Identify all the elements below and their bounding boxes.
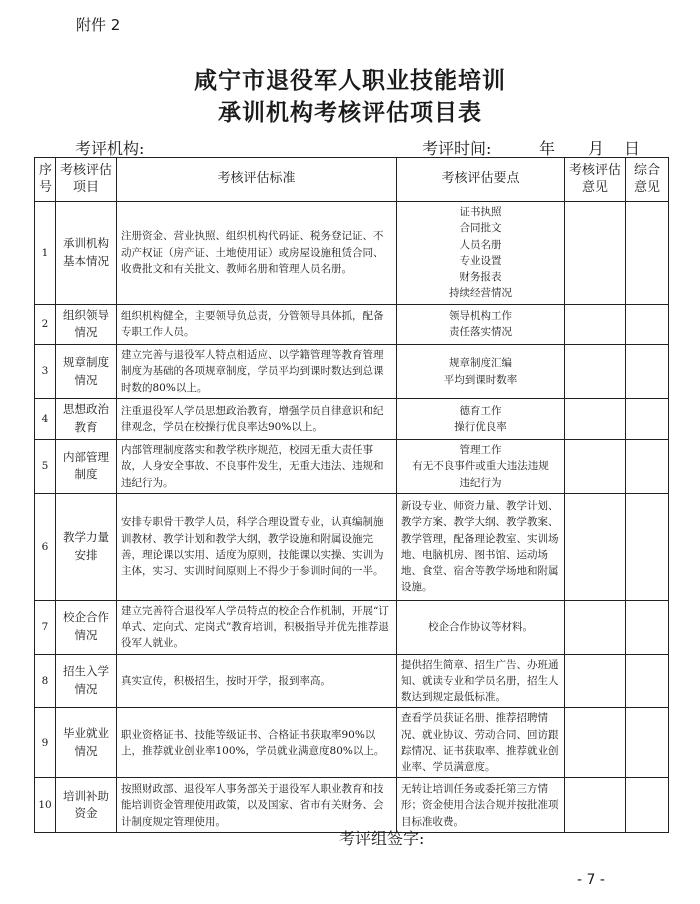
header-item: 考核评估项目 (56, 158, 117, 202)
row-number: 3 (35, 345, 56, 399)
point-line: 德育工作 (459, 404, 502, 417)
row-overall-cell (626, 399, 669, 440)
point-line: 无转让培训任务或委托第三方情形；资金使用合法合规并按批准项目标准收费。 (401, 783, 559, 828)
row-points (397, 600, 565, 654)
table-row (35, 493, 669, 600)
row-overall-cell (626, 708, 669, 778)
table-row (35, 399, 669, 440)
point-line: 专业设置 (459, 254, 502, 267)
document-title-line1: 咸宁市退役军人职业技能培训 (194, 67, 506, 94)
row-points (397, 654, 565, 708)
header-no: 序号 (35, 158, 56, 202)
year-label: 年 (539, 139, 556, 158)
row-overall-cell (626, 304, 669, 345)
row-opinion-cell (565, 304, 626, 345)
table-row (35, 440, 669, 494)
row-number: 5 (35, 440, 56, 494)
point-line: 领导机构工作 (449, 310, 512, 323)
point-line: 责任落实情况 (449, 326, 512, 339)
row-opinion-cell (565, 399, 626, 440)
point-line: 查看学员获证名册、推荐招聘情况、就业协议、劳动合同、回访跟踪情况、证书获取率、推荐就业创业率、学员满意度。 (401, 712, 559, 774)
table-header-row (35, 158, 669, 202)
row-number: 4 (35, 399, 56, 440)
row-points (397, 493, 565, 600)
row-standard: 安排专职骨干教学人员，科学合理设置专业，认真编制施训教材、教学计划和教学大纲，教学设施和附属设施完善，理论课以实用、适度为原则，技能课以实操、实训为主体，实习、实训时间原则上不得少于参训时间的一半。 (117, 493, 397, 600)
row-overall-cell (626, 493, 669, 600)
row-opinion-cell (565, 778, 626, 833)
row-item: 毕业就业情况 (56, 708, 117, 778)
row-overall-cell (626, 778, 669, 833)
point-line: 新设专业、师资力量、教学计划、教学方案、教学大纲、教学教案、教学管理，配备理论教室、实训场地、电脑机房、图书馆、运动场地、食堂、宿舍等教学场地和附属设施。 (401, 500, 559, 594)
row-opinion-cell (565, 600, 626, 654)
point-line: 操行优良率 (454, 421, 507, 434)
row-overall-cell (626, 600, 669, 654)
row-overall-cell (626, 440, 669, 494)
row-number: 1 (35, 202, 56, 305)
row-overall-cell (626, 202, 669, 305)
point-line: 管理工作 (459, 444, 502, 457)
row-overall-cell (626, 345, 669, 399)
row-opinion-cell (565, 345, 626, 399)
row-item: 组织领导情况 (56, 304, 117, 345)
point-line: 财务报表 (459, 271, 502, 284)
point-line: 持续经营情况 (449, 287, 512, 300)
row-opinion-cell (565, 493, 626, 600)
row-number: 10 (35, 778, 56, 833)
row-standard: 组织机构健全，主要领导负总责，分管领导具体抓，配备专职工作人员。 (117, 304, 397, 345)
row-standard: 注重退役军人学员思想政治教育，增强学员自律意识和纪律观念，学员在校操行优良率达90%以上。 (117, 399, 397, 440)
point-line: 平均到课时数率 (443, 373, 518, 386)
row-overall-cell (626, 654, 669, 708)
row-item: 教学力量安排 (56, 493, 117, 600)
table-row (35, 654, 669, 708)
row-standard: 按照财政部、退役军人事务部关于退役军人职业教育和技能培训资金管理使用政策，以及国家、省市有关财务、会计制度规定管理使用。 (117, 778, 397, 833)
point-line: 违纪行为 (459, 476, 502, 489)
row-item: 培训补助资金 (56, 778, 117, 833)
row-opinion-cell (565, 440, 626, 494)
table-row (35, 304, 669, 345)
row-points (397, 202, 565, 305)
row-standard: 职业资格证书、技能等级证书、合格证书获取率90%以上，推荐就业创业率100%，学员就业满意度80%以上。 (117, 708, 397, 778)
point-line: 证书执照 (459, 206, 502, 218)
row-number: 9 (35, 708, 56, 778)
evaluation-org-label: 考评机构: (75, 139, 145, 158)
row-number: 6 (35, 493, 56, 600)
row-standard: 建立完善与退役军人特点相适应、以学籍管理等教育管理制度为基础的各项规章制度，学员平均到课时数达到总课时数的80%以上。 (117, 345, 397, 399)
page-number: - 7 - (577, 872, 605, 888)
row-item: 内部管理制度 (56, 440, 117, 494)
row-item: 承训机构基本情况 (56, 202, 117, 305)
table-row (35, 345, 669, 399)
row-item: 思想政治教育 (56, 399, 117, 440)
row-points (397, 345, 565, 399)
month-label: 月 (588, 139, 605, 158)
point-line: 校企合作协议等材料。 (428, 621, 533, 634)
row-number: 2 (35, 304, 56, 345)
evaluation-table (34, 157, 669, 833)
row-standard: 真实宣传，积极招生，按时开学，报到率高。 (117, 654, 397, 708)
point-line: 规章制度汇编 (449, 357, 512, 370)
attachment-label: 附件 2 (76, 16, 121, 34)
row-opinion-cell (565, 202, 626, 305)
row-item: 校企合作情况 (56, 600, 117, 654)
row-standard: 内部管理制度落实和教学秩序规范，校园无重大责任事故，人身安全事故、不良事件发生，无重大违法、违规和违纪行为。 (117, 440, 397, 494)
row-points (397, 399, 565, 440)
table-row (35, 708, 669, 778)
document-title-line2: 承训机构考核评估项目表 (218, 99, 482, 126)
table-row (35, 600, 669, 654)
point-line: 提供招生简章、招生广告、办班通知、就读专业和学员名册，招生人数达到规定最低标准。 (401, 658, 559, 704)
row-opinion-cell (565, 708, 626, 778)
header-points: 考核评估要点 (397, 158, 565, 202)
header-standard: 考核评估标准 (117, 158, 397, 202)
row-points (397, 440, 565, 494)
evaluation-time-label: 考评时间: (422, 139, 492, 158)
row-item: 招生入学情况 (56, 654, 117, 708)
point-line: 人员名册 (459, 238, 502, 251)
day-label: 日 (624, 139, 641, 158)
table-row (35, 202, 669, 305)
row-item: 规章制度情况 (56, 345, 117, 399)
row-opinion-cell (565, 654, 626, 708)
signature-label: 考评组签字: (339, 829, 425, 848)
row-points (397, 304, 565, 345)
row-points (397, 708, 565, 778)
table-row (35, 778, 669, 833)
row-points (397, 778, 565, 833)
point-line: 合同批文 (459, 222, 502, 235)
header-opinion: 考核评估意见 (565, 158, 626, 202)
row-number: 8 (35, 654, 56, 708)
row-standard: 建立完善符合退役军人学员特点的校企合作机制，开展“订单式、定向式、定岗式”教育培训，积极指导并优先推荐退役军人就业。 (117, 600, 397, 654)
row-standard: 注册资金、营业执照、组织机构代码证、税务登记证、不动产权证（房产证、土地使用证）或房屋设施租赁合同、收费批文和有关批文、教师名册和管理人员名册。 (117, 202, 397, 305)
header-overall: 综合意见 (626, 158, 669, 202)
point-line: 有无不良事件或重大违法违规 (412, 460, 549, 473)
row-number: 7 (35, 600, 56, 654)
